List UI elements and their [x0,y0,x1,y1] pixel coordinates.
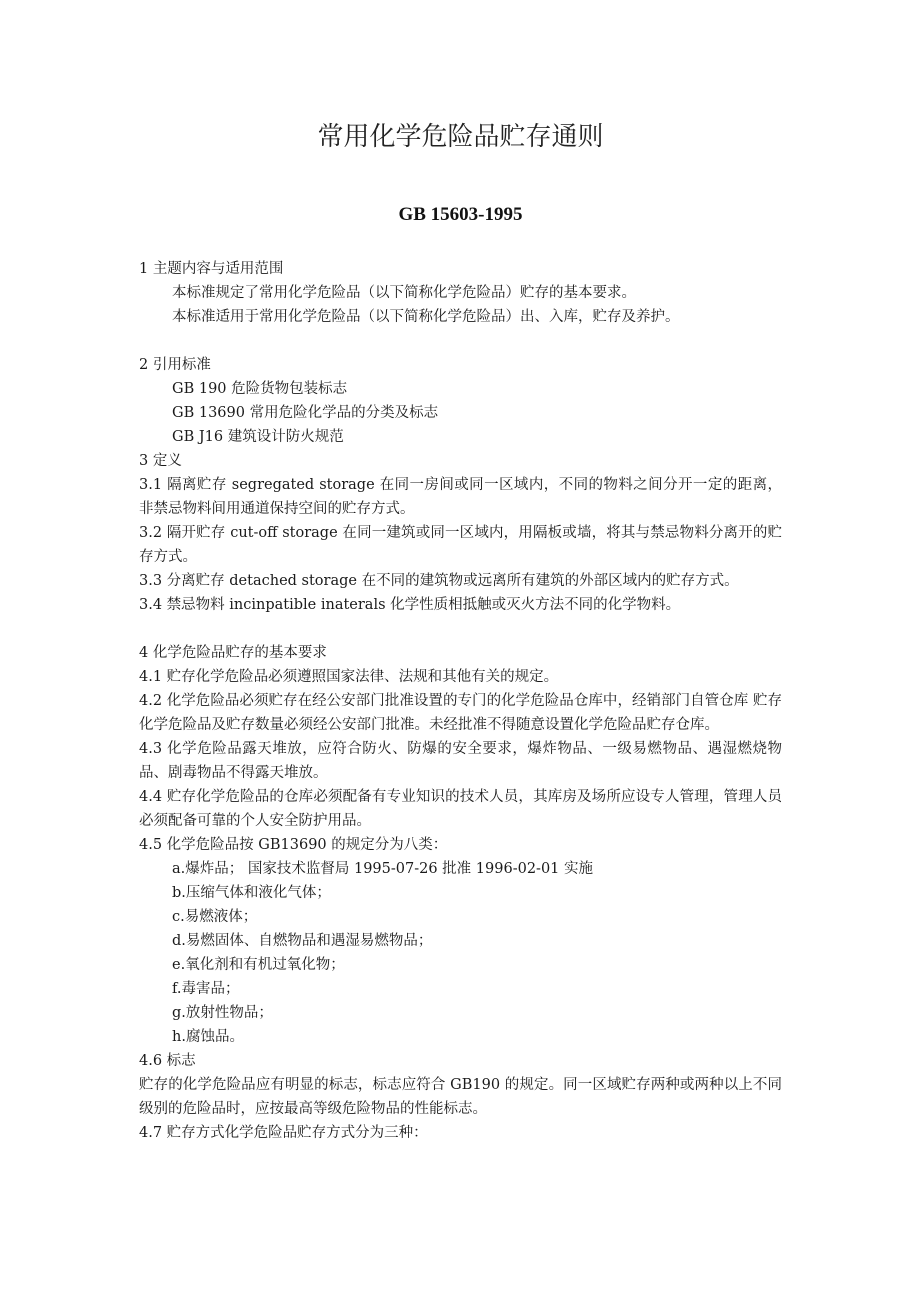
document-title: 常用化学危险品贮存通则 [317,122,604,152]
definition-item: 3.2 隔开贮存 cut-off storage 在同一建筑或同一区域内，用隔板或墙，将其与禁忌物料分离开的贮存方式。 [139,525,782,565]
marking-heading: 4.6 标志 [139,1053,196,1069]
definition-item: 3.1 隔离贮存 segregated storage 在同一房间或同一区域内，不同的物料之间分开一定的距离，非禁忌物料间用通道保持空间的贮存方式。 [139,477,782,517]
section-3-heading: 3 定义 [139,453,182,469]
definition-item: 3.4 禁忌物料 incinpatible inaterals 化学性质相抵触或灭火方法不同的化学物料。 [139,597,681,613]
hazard-class-item: h.腐蚀品。 [172,1029,244,1045]
standard-code: GB 15603-1995 [398,204,523,225]
reference-item: GB J16 建筑设计防火规范 [172,429,344,445]
requirement-item: 4.4 贮存化学危险品的仓库必须配备有专业知识的技术人员，其库房及场所应设专人管理，管理人员必须配备可靠的个人安全防护用品。 [139,789,782,829]
reference-item: GB 13690 常用危险化学品的分类及标志 [172,405,439,421]
section-1-heading: 1 主题内容与适用范围 [139,261,284,277]
hazard-class-item: g.放射性物品； [172,1005,273,1021]
section-2-heading: 2 引用标准 [139,357,211,373]
hazard-class-item: a.爆炸品； 国家技术监督局 1995-07-26 批准 1996-02-01 实施 [172,861,594,877]
reference-item: GB 190 危险货物包装标志 [172,381,348,397]
hazard-class-item: b.压缩气体和液化气体； [172,885,331,901]
hazard-class-item: c.易燃液体； [172,909,258,925]
section-1-line: 本标准规定了常用化学危险品（以下简称化学危险品）贮存的基本要求。 [172,285,636,301]
requirement-item: 4.1 贮存化学危险品必须遵照国家法律、法规和其他有关的规定。 [139,669,559,685]
requirement-item: 4.2 化学危险品必须贮存在经公安部门批准设置的专门的化学危险品仓库中，经销部门自管仓库 贮存化学危险品及贮存数量必须经公安部门批准。未经批准不得随意设置化学危险品贮存仓库。 [139,693,782,733]
definition-item: 3.3 分离贮存 detached storage 在不同的建筑物或远离所有建筑的外部区域内的贮存方式。 [139,573,739,589]
hazard-class-item: e.氧化剂和有机过氧化物； [172,957,345,973]
marking-text: 贮存的化学危险品应有明显的标志，标志应符合 GB190 的规定。同一区域贮存两种或两种以上不同级别的危险品时，应按最高等级危险物品的性能标志。 [139,1077,782,1117]
storage-method-heading: 4.7 贮存方式化学危险品贮存方式分为三种： [139,1125,428,1141]
section-1-line: 本标准适用于常用化学危险品（以下简称化学危险品）出、入库，贮存及养护。 [172,309,680,325]
requirement-item: 4.3 化学危险品露天堆放，应符合防火、防爆的安全要求，爆炸物品、一级易燃物品、遇湿燃烧物品、剧毒物品不得露天堆放。 [139,741,782,781]
section-4-heading: 4 化学危险品贮存的基本要求 [139,645,327,661]
requirement-item: 4.5 化学危险品按 GB13690 的规定分为八类： [139,837,448,853]
hazard-class-item: d.易燃固体、自燃物品和遇湿易燃物品； [172,933,433,949]
hazard-class-item: f.毒害品； [172,981,240,997]
